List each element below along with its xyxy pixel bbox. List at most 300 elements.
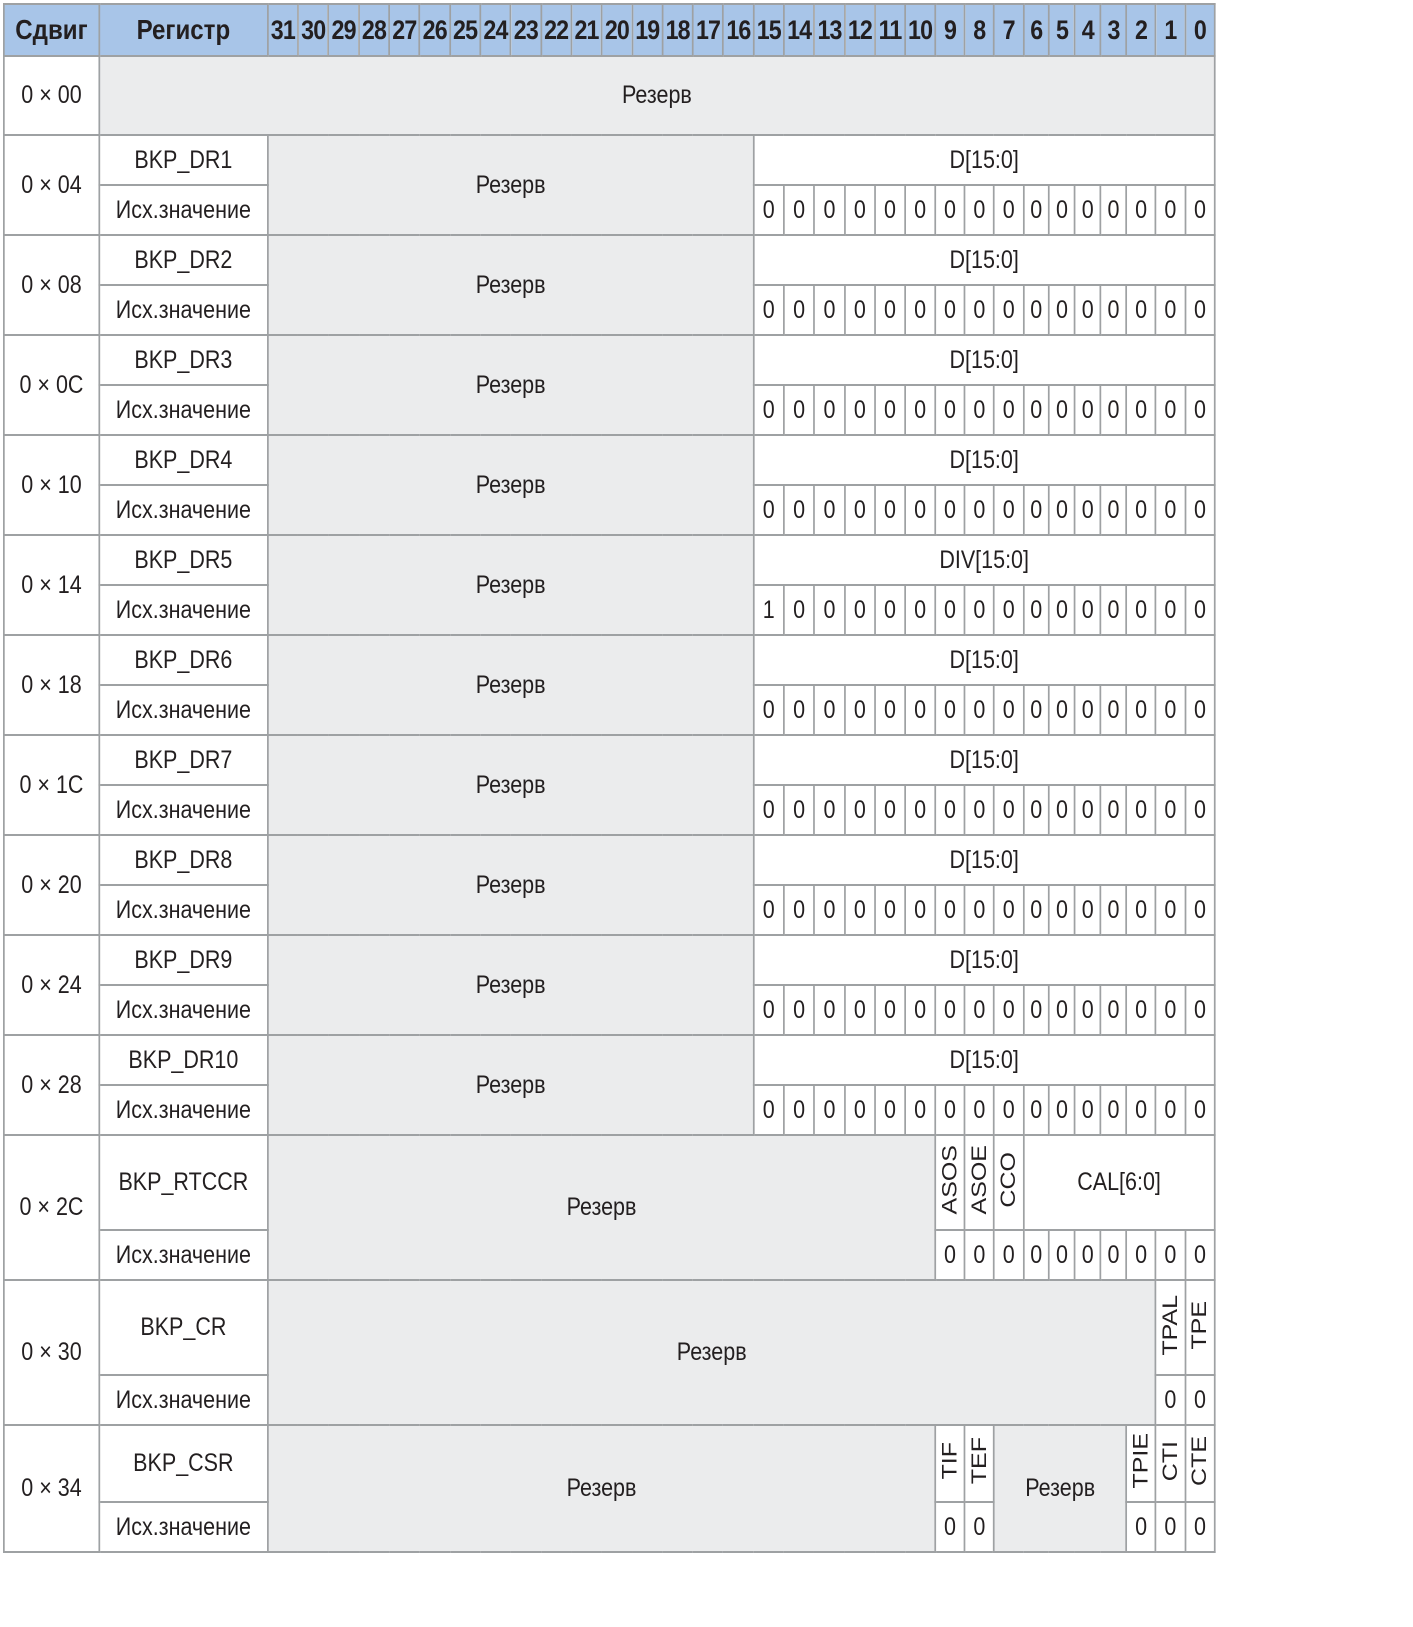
field-tif	[935, 1425, 964, 1502]
reset-bit: 0	[1075, 785, 1101, 835]
reset-bit: 0	[1156, 385, 1185, 435]
reset-bit: 0	[965, 785, 994, 835]
reset-bit: 0	[1023, 385, 1049, 435]
reset-bit: 0	[814, 385, 844, 435]
offset-cell: 0 × 00	[4, 56, 99, 135]
reset-bit: 0	[905, 385, 935, 435]
reset-bit: 0	[845, 385, 875, 435]
reset-bit: 0	[754, 285, 784, 335]
reset-bit: 0	[1185, 285, 1215, 335]
reset-bit: 0	[1049, 1085, 1075, 1135]
reset-bit: 0	[1126, 585, 1155, 635]
reserved-cell: Резерв	[268, 1035, 754, 1135]
header-bit: 12	[845, 4, 875, 56]
header-bit: 9	[935, 4, 964, 56]
reset-label: Исх.значение	[99, 185, 268, 235]
reserved-cell: Резерв	[99, 56, 1215, 135]
reset-bit: 0	[1126, 185, 1155, 235]
reset-bit: 0	[1049, 885, 1075, 935]
reset-bit: 0	[1156, 1502, 1185, 1552]
header-bit: 3	[1101, 4, 1127, 56]
reset-bit: 0	[965, 1502, 994, 1552]
reset-bit: 0	[994, 285, 1023, 335]
reset-bit: 0	[1075, 1085, 1101, 1135]
reset-bit: 0	[1101, 585, 1127, 635]
reset-bit: 0	[754, 685, 784, 735]
offset-cell: 0 × 24	[4, 935, 99, 1035]
reset-bit: 0	[1023, 685, 1049, 735]
offset-cell: 0 × 28	[4, 1035, 99, 1135]
reset-bit: 0	[1023, 985, 1049, 1035]
reset-bit: 0	[1023, 285, 1049, 335]
reset-bit: 0	[875, 485, 905, 535]
reset-bit: 0	[1075, 185, 1101, 235]
reset-bit: 0	[1023, 1085, 1049, 1135]
reset-bit: 0	[935, 1502, 964, 1552]
offset-cell: 0 × 34	[4, 1425, 99, 1552]
reserved-cell: Резерв	[268, 335, 754, 435]
register-row-00	[4, 56, 1215, 135]
reset-bit: 0	[935, 1230, 964, 1280]
reset-bit: 0	[754, 785, 784, 835]
header-bit: 18	[662, 4, 692, 56]
reset-bit: 0	[1156, 285, 1185, 335]
reset-bit: 0	[1101, 485, 1127, 535]
reset-bit: 0	[965, 1230, 994, 1280]
field-asos	[935, 1135, 964, 1230]
register-name: BKP_DR9	[99, 935, 268, 985]
reset-bit: 0	[965, 485, 994, 535]
reset-bit: 0	[965, 885, 994, 935]
reset-bit: 0	[754, 185, 784, 235]
reset-bit: 0	[1156, 585, 1185, 635]
field-tif-text: TIF	[937, 1442, 962, 1480]
reset-bit: 0	[1049, 485, 1075, 535]
reset-bit: 0	[1156, 485, 1185, 535]
offset-cell: 0 × 04	[4, 135, 99, 235]
register-name: BKP_DR4	[99, 435, 268, 485]
reset-bit: 0	[1049, 285, 1075, 335]
offset-cell: 0 × 20	[4, 835, 99, 935]
header-bit: 15	[754, 4, 784, 56]
reset-bit: 0	[1101, 1085, 1127, 1135]
field-tpe-text: TPE	[1187, 1300, 1212, 1350]
reset-bit: 0	[1185, 385, 1215, 435]
register-row-cr	[4, 1280, 1215, 1375]
reset-bit: 0	[845, 485, 875, 535]
reset-bit: 0	[1185, 1502, 1215, 1552]
reset-bit: 0	[1126, 285, 1155, 335]
reset-bit: 0	[1101, 985, 1127, 1035]
register-row-csr	[4, 1425, 1215, 1502]
reset-bit: 0	[935, 585, 964, 635]
offset-cell: 0 × 30	[4, 1280, 99, 1425]
reset-bit: 0	[994, 885, 1023, 935]
register-name: BKP_DR1	[99, 135, 268, 185]
reset-bit: 0	[845, 785, 875, 835]
reset-bit: 0	[905, 185, 935, 235]
field-cti	[1156, 1425, 1185, 1502]
reset-bit: 0	[1126, 785, 1155, 835]
reset-bit: 0	[784, 785, 814, 835]
field-asos-text: ASOS	[937, 1145, 962, 1215]
reset-bit: 0	[1185, 585, 1215, 635]
reset-bit: 0	[1023, 585, 1049, 635]
reset-bit: 0	[935, 185, 964, 235]
reserved-cell: Резерв	[268, 1135, 936, 1280]
field-cco-text: CCO	[996, 1152, 1021, 1208]
reset-bit: 0	[1101, 185, 1127, 235]
reset-bit: 0	[1156, 985, 1185, 1035]
register-name: BKP_DR5	[99, 535, 268, 585]
reset-bit: 0	[1156, 685, 1185, 735]
reset-bit: 0	[1101, 685, 1127, 735]
reset-bit: 0	[875, 785, 905, 835]
register-row-rtccr	[4, 1135, 1215, 1230]
reserved-cell: Резерв	[268, 635, 754, 735]
reserved-cell: Резерв	[268, 1425, 936, 1552]
reset-bit: 0	[754, 1085, 784, 1135]
reset-label: Исх.значение	[99, 485, 268, 535]
reset-bit: 0	[1049, 685, 1075, 735]
offset-cell: 0 × 18	[4, 635, 99, 735]
reset-bit: 0	[994, 385, 1023, 435]
reset-bit: 0	[814, 885, 844, 935]
reset-bit: 0	[875, 185, 905, 235]
reset-bit: 0	[1049, 385, 1075, 435]
reset-bit: 0	[1156, 1085, 1185, 1135]
header-register: Регистр	[99, 4, 268, 56]
reset-label: Исх.значение	[99, 1502, 268, 1552]
reset-bit: 0	[1023, 1230, 1049, 1280]
header-bit: 5	[1049, 4, 1075, 56]
header-bit: 31	[268, 4, 298, 56]
offset-cell: 0 × 14	[4, 535, 99, 635]
field-name: D[15:0]	[754, 235, 1215, 285]
reset-bit: 0	[1185, 1375, 1215, 1425]
register-row	[4, 635, 1215, 685]
reset-bit: 1	[754, 585, 784, 635]
reset-bit: 0	[1101, 1230, 1127, 1280]
reset-bit: 0	[1101, 785, 1127, 835]
reset-bit: 0	[935, 785, 964, 835]
reset-bit: 0	[784, 285, 814, 335]
reset-bit: 0	[1075, 385, 1101, 435]
field-name: D[15:0]	[754, 335, 1215, 385]
reset-bit: 0	[905, 685, 935, 735]
field-cte	[1185, 1425, 1215, 1502]
field-name: D[15:0]	[754, 435, 1215, 485]
reset-bit: 0	[905, 285, 935, 335]
field-tpie-text: TPIE	[1128, 1433, 1153, 1489]
reset-bit: 0	[1185, 485, 1215, 535]
reset-bit: 0	[1075, 1230, 1101, 1280]
field-name: D[15:0]	[754, 735, 1215, 785]
field-name: D[15:0]	[754, 135, 1215, 185]
reserved-cell: Резерв	[268, 535, 754, 635]
reset-bit: 0	[814, 285, 844, 335]
reset-bit: 0	[1101, 385, 1127, 435]
reset-bit: 0	[875, 685, 905, 735]
register-name: BKP_DR7	[99, 735, 268, 785]
offset-cell: 0 × 10	[4, 435, 99, 535]
offset-cell: 0 × 08	[4, 235, 99, 335]
header-bit: 26	[420, 4, 450, 56]
reserved-cell: Резерв	[268, 835, 754, 935]
reset-label: Исх.значение	[99, 385, 268, 435]
header-bit: 30	[298, 4, 328, 56]
reset-bit: 0	[1023, 885, 1049, 935]
reset-bit: 0	[875, 385, 905, 435]
header-bit: 21	[571, 4, 601, 56]
reset-bit: 0	[994, 1085, 1023, 1135]
reset-bit: 0	[1075, 585, 1101, 635]
reset-bit: 0	[814, 485, 844, 535]
reset-bit: 0	[875, 1085, 905, 1135]
header-bit: 29	[328, 4, 358, 56]
reset-bit: 0	[845, 285, 875, 335]
reset-label: Исх.значение	[99, 285, 268, 335]
register-row	[4, 435, 1215, 485]
reset-bit: 0	[1185, 885, 1215, 935]
reset-bit: 0	[1156, 185, 1185, 235]
reset-label: Исх.значение	[99, 1230, 268, 1280]
reset-bit: 0	[845, 685, 875, 735]
reset-bit: 0	[994, 985, 1023, 1035]
reset-bit: 0	[784, 1085, 814, 1135]
reset-label: Исх.значение	[99, 1375, 268, 1425]
reset-bit: 0	[784, 685, 814, 735]
reserved-cell: Резерв	[268, 1280, 1156, 1425]
field-tpe	[1185, 1280, 1215, 1375]
reset-bit: 0	[1126, 385, 1155, 435]
register-name: BKP_CR	[99, 1280, 268, 1375]
field-name: D[15:0]	[754, 935, 1215, 985]
reset-bit: 0	[1126, 985, 1155, 1035]
header-bit: 19	[632, 4, 662, 56]
reserved-cell: Резерв	[268, 735, 754, 835]
reset-bit: 0	[905, 585, 935, 635]
register-name: BKP_DR10	[99, 1035, 268, 1085]
reset-bit: 0	[784, 485, 814, 535]
reset-bit: 0	[965, 1085, 994, 1135]
reset-bit: 0	[1075, 285, 1101, 335]
reset-label: Исх.значение	[99, 885, 268, 935]
reset-bit: 0	[1023, 785, 1049, 835]
register-row	[4, 1035, 1215, 1085]
offset-cell: 0 × 2C	[4, 1135, 99, 1280]
reset-bit: 0	[905, 785, 935, 835]
reset-bit: 0	[1185, 785, 1215, 835]
header-bit: 23	[511, 4, 541, 56]
reset-bit: 0	[1101, 885, 1127, 935]
reserved-cell: Резерв	[268, 935, 754, 1035]
reset-bit: 0	[1075, 885, 1101, 935]
reset-bit: 0	[1126, 685, 1155, 735]
reset-bit: 0	[935, 1085, 964, 1135]
header-bit: 20	[602, 4, 632, 56]
reset-bit: 0	[1049, 985, 1075, 1035]
reset-label: Исх.значение	[99, 1085, 268, 1135]
header-bit: 24	[480, 4, 510, 56]
reset-bit: 0	[994, 685, 1023, 735]
reset-bit: 0	[784, 885, 814, 935]
reset-bit: 0	[814, 1085, 844, 1135]
register-name: BKP_CSR	[99, 1425, 268, 1502]
reset-bit: 0	[994, 785, 1023, 835]
field-tpal-text: TPAL	[1157, 1294, 1183, 1356]
register-name: BKP_DR6	[99, 635, 268, 685]
offset-cell: 0 × 0C	[4, 335, 99, 435]
field-name: D[15:0]	[754, 635, 1215, 685]
reset-bit: 0	[784, 185, 814, 235]
reset-bit: 0	[905, 485, 935, 535]
reset-bit: 0	[1049, 785, 1075, 835]
reserved-cell: Резерв	[268, 235, 754, 335]
reset-bit: 0	[935, 285, 964, 335]
reset-bit: 0	[1049, 1230, 1075, 1280]
reset-bit: 0	[784, 585, 814, 635]
reset-label: Исх.значение	[99, 985, 268, 1035]
register-row	[4, 235, 1215, 285]
reset-bit: 0	[935, 685, 964, 735]
field-name: D[15:0]	[754, 1035, 1215, 1085]
reset-bit: 0	[1185, 685, 1215, 735]
field-cco	[994, 1135, 1023, 1230]
reset-bit: 0	[1185, 1230, 1215, 1280]
field-asoe-text: ASOE	[966, 1145, 991, 1215]
reset-bit: 0	[1126, 485, 1155, 535]
header-row	[4, 4, 1215, 56]
reset-bit: 0	[845, 585, 875, 635]
reset-bit: 0	[1156, 885, 1185, 935]
register-row	[4, 335, 1215, 385]
reset-bit: 0	[965, 585, 994, 635]
header-bit: 28	[359, 4, 389, 56]
field-asoe	[965, 1135, 994, 1230]
reset-bit: 0	[1156, 785, 1185, 835]
reset-bit: 0	[1156, 1230, 1185, 1280]
reset-bit: 0	[784, 385, 814, 435]
reset-bit: 0	[965, 685, 994, 735]
reserved-cell: Резерв	[994, 1425, 1126, 1552]
field-name: DIV[15:0]	[754, 535, 1215, 585]
reset-bit: 0	[814, 585, 844, 635]
reset-bit: 0	[784, 985, 814, 1035]
reset-bit: 0	[1185, 985, 1215, 1035]
reset-bit: 0	[994, 1230, 1023, 1280]
header-bit: 11	[875, 4, 905, 56]
reset-bit: 0	[1126, 1230, 1155, 1280]
reset-bit: 0	[875, 285, 905, 335]
reset-bit: 0	[814, 685, 844, 735]
reset-bit: 0	[875, 885, 905, 935]
reset-bit: 0	[1023, 185, 1049, 235]
reset-label: Исх.значение	[99, 585, 268, 635]
header-bit: 2	[1126, 4, 1155, 56]
header-bit: 25	[450, 4, 480, 56]
reset-bit: 0	[754, 985, 784, 1035]
reset-bit: 0	[1101, 285, 1127, 335]
reset-bit: 0	[754, 485, 784, 535]
reset-bit: 0	[905, 885, 935, 935]
reset-bit: 0	[1126, 1085, 1155, 1135]
reserved-cell: Резерв	[268, 435, 754, 535]
reset-bit: 0	[905, 985, 935, 1035]
reset-bit: 0	[935, 885, 964, 935]
field-cal: CAL[6:0]	[1023, 1135, 1214, 1230]
register-name: BKP_DR3	[99, 335, 268, 385]
reset-bit: 0	[1075, 485, 1101, 535]
reset-bit: 0	[994, 585, 1023, 635]
reset-bit: 0	[1075, 685, 1101, 735]
reset-bit: 0	[814, 985, 844, 1035]
reset-bit: 0	[754, 385, 784, 435]
reset-bit: 0	[935, 485, 964, 535]
header-bit: 0	[1185, 4, 1215, 56]
header-bit: 27	[389, 4, 419, 56]
register-row	[4, 535, 1215, 585]
reset-bit: 0	[875, 985, 905, 1035]
header-bit: 13	[814, 4, 844, 56]
reset-bit: 0	[965, 385, 994, 435]
reset-bit: 0	[814, 785, 844, 835]
field-tpie	[1126, 1425, 1155, 1502]
reset-bit: 0	[965, 285, 994, 335]
register-map-table	[3, 3, 1216, 1553]
reset-bit: 0	[845, 1085, 875, 1135]
header-bit: 16	[723, 4, 753, 56]
header-bit: 7	[994, 4, 1023, 56]
reset-label: Исх.значение	[99, 785, 268, 835]
field-tpal	[1156, 1280, 1185, 1375]
reserved-cell: Резерв	[268, 135, 754, 235]
header-bit: 4	[1075, 4, 1101, 56]
reset-bit: 0	[1049, 185, 1075, 235]
field-tef-text: TEF	[966, 1437, 991, 1485]
reset-bit: 0	[965, 185, 994, 235]
reset-bit: 0	[845, 185, 875, 235]
header-offset: Сдвиг	[4, 4, 99, 56]
offset-cell: 0 × 1C	[4, 735, 99, 835]
field-cte-text: CTE	[1187, 1436, 1212, 1486]
reset-bit: 0	[1075, 985, 1101, 1035]
header-bit: 6	[1023, 4, 1049, 56]
reset-bit: 0	[1049, 585, 1075, 635]
register-row	[4, 935, 1215, 985]
register-row	[4, 835, 1215, 885]
reset-bit: 0	[1023, 485, 1049, 535]
reset-bit: 0	[965, 985, 994, 1035]
reset-bit: 0	[905, 1085, 935, 1135]
reset-bit: 0	[845, 885, 875, 935]
reset-bit: 0	[994, 185, 1023, 235]
header-bit: 10	[905, 4, 935, 56]
register-name: BKP_DR2	[99, 235, 268, 285]
reset-bit: 0	[845, 985, 875, 1035]
field-name: D[15:0]	[754, 835, 1215, 885]
reset-bit: 0	[994, 485, 1023, 535]
header-bit: 14	[784, 4, 814, 56]
reset-bit: 0	[1126, 1502, 1155, 1552]
reset-label: Исх.значение	[99, 685, 268, 735]
header-bit: 1	[1156, 4, 1185, 56]
reset-bit: 0	[935, 985, 964, 1035]
reset-bit: 0	[1185, 185, 1215, 235]
register-row	[4, 735, 1215, 785]
header-bit: 22	[541, 4, 571, 56]
header-bit: 17	[693, 4, 723, 56]
